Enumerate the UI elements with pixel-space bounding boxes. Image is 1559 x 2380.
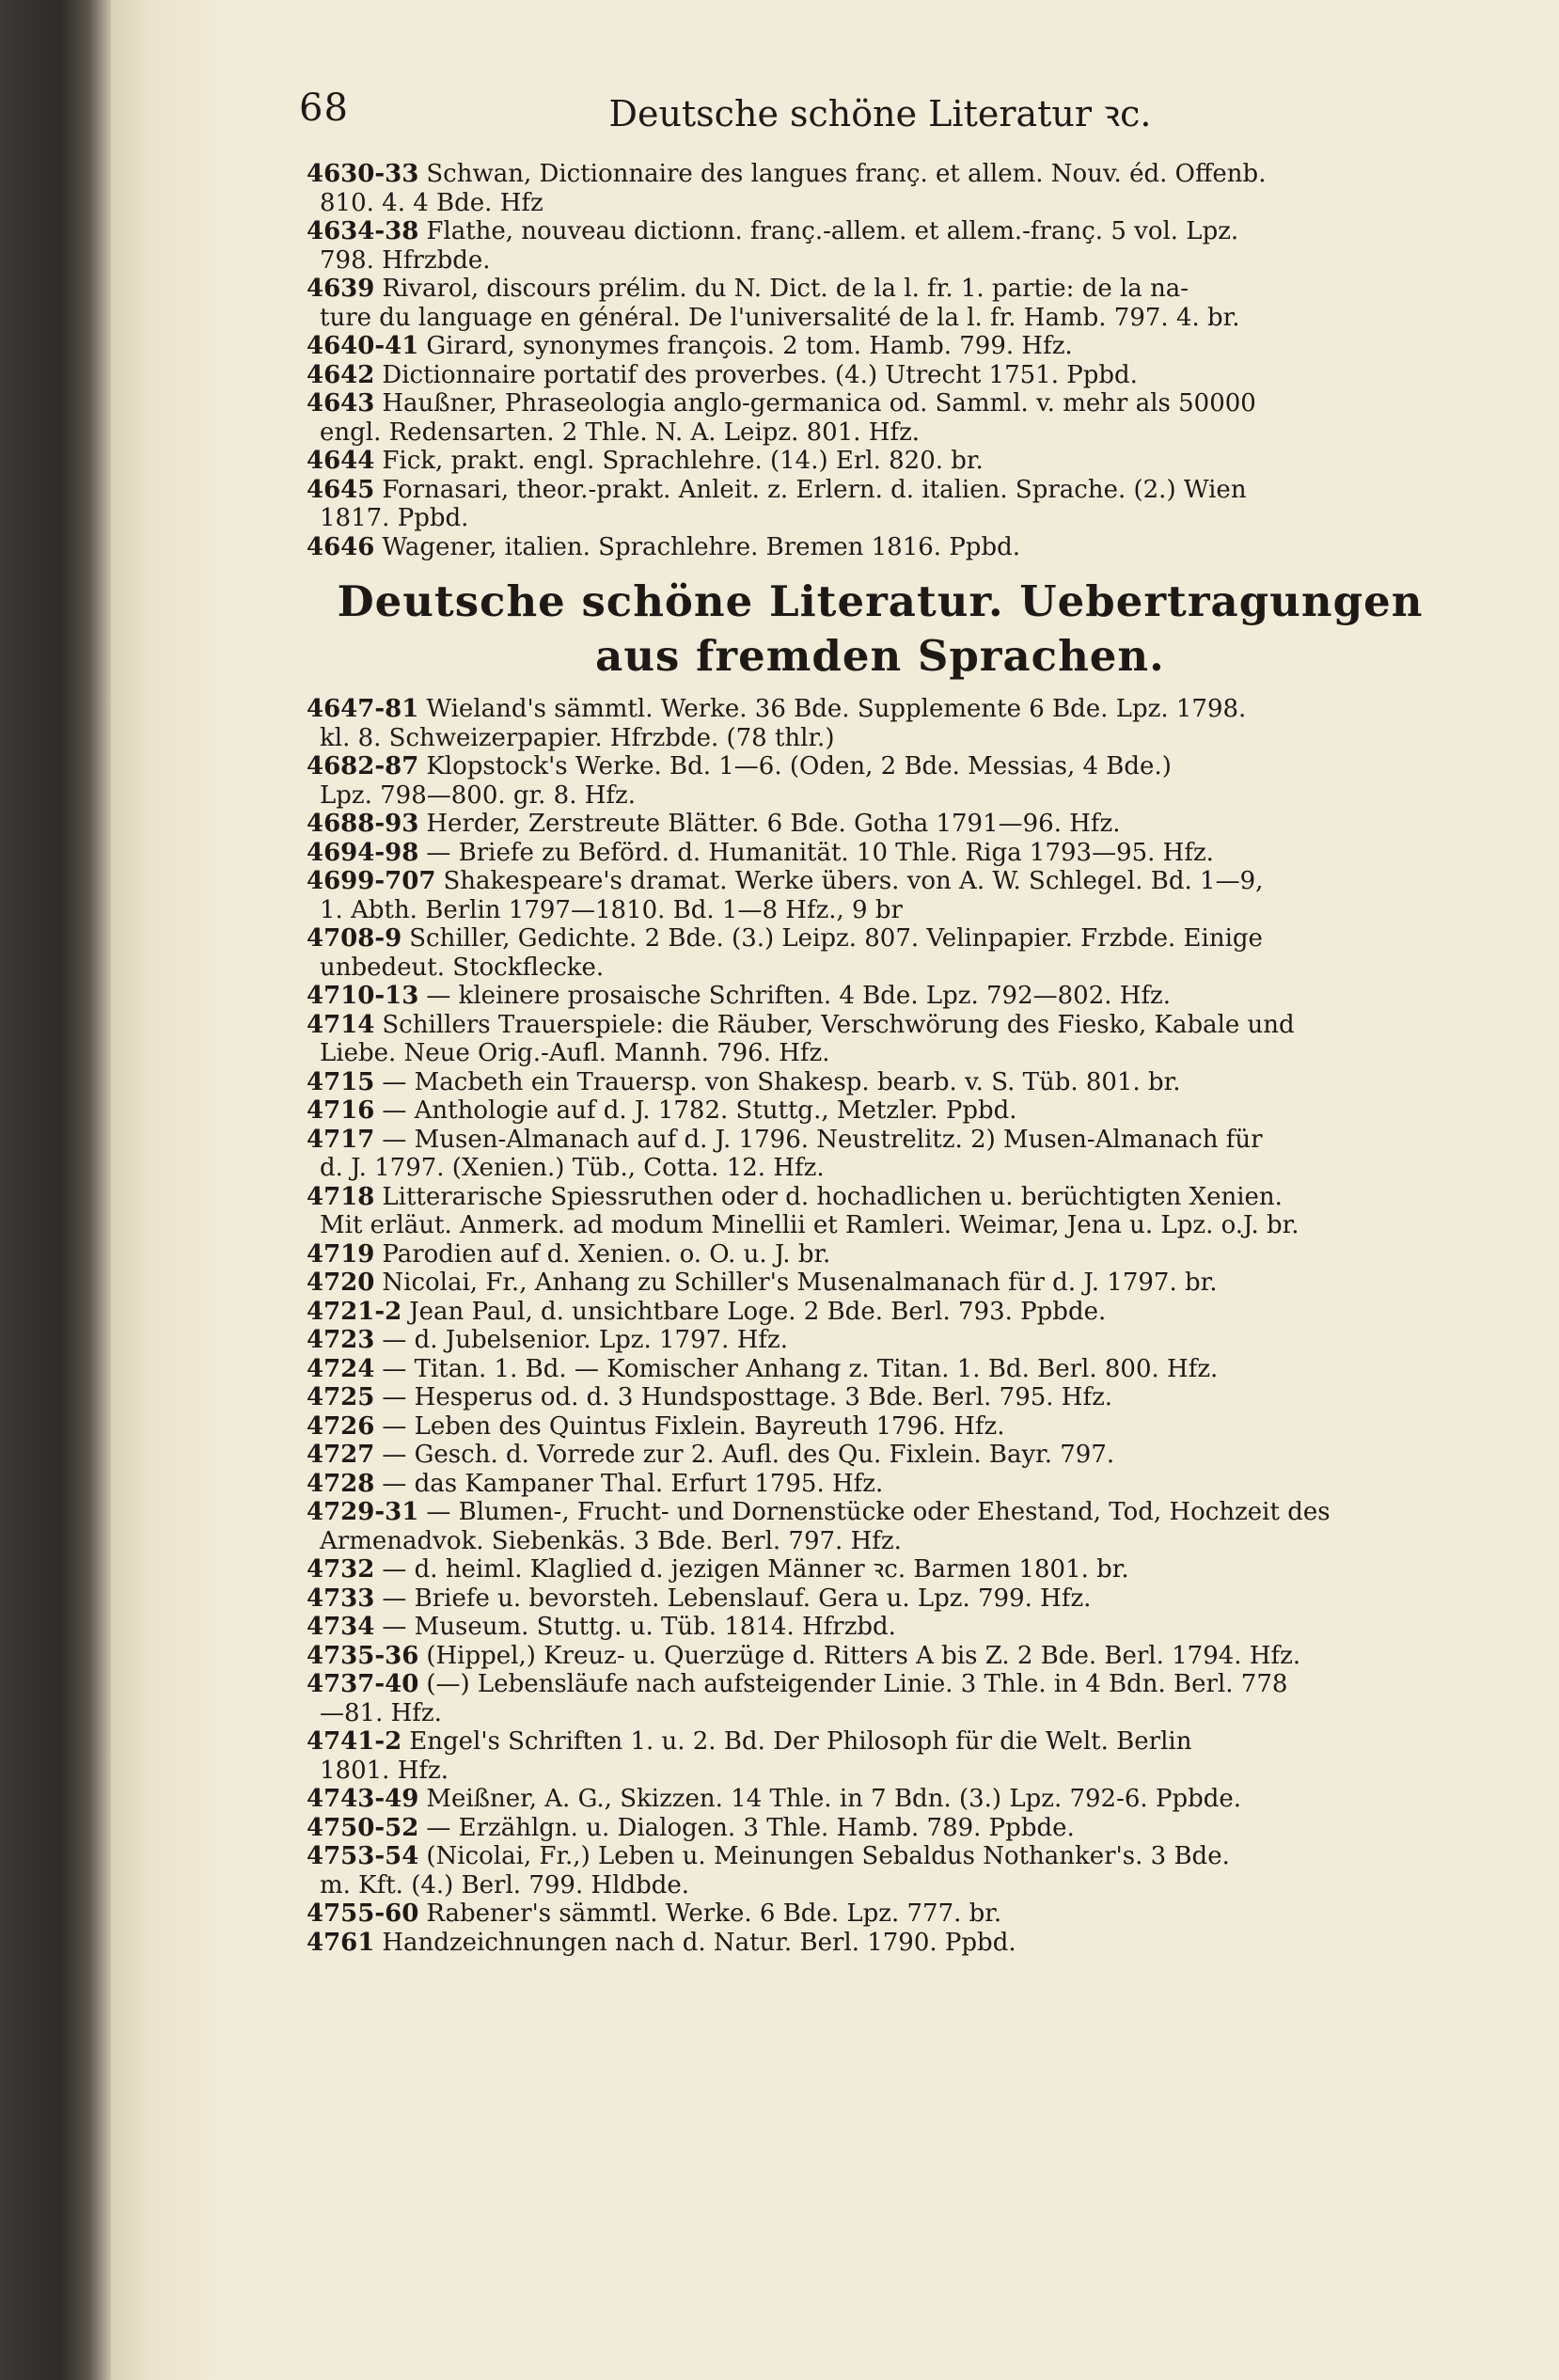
catalog-entry — [299, 1298, 1461, 1327]
entry-continuation: unbedeut. Stockflecke. — [320, 953, 605, 982]
catalog-entry — [299, 1814, 1461, 1843]
entry-continuation: Armenadvok. Siebenkäs. 3 Bde. Berl. 797. Hfz. — [320, 1526, 902, 1555]
entry-text: — Erzählgn. u. Dialogen. 3 Thle. Hamb. 789. Ppbde. — [426, 1813, 1075, 1842]
entry-number: 4639 — [307, 275, 375, 303]
entry-number: 4645 — [307, 475, 375, 504]
entry-number: 4753-54 — [307, 1842, 419, 1870]
entry-text: (—) Lebensläufe nach aufsteigender Linie. 3 Thle. in 4 Bdn. Berl. 778 — [426, 1670, 1288, 1698]
entry-text: Schillers Trauerspiele: die Räuber, Verschwörung des Fiesko, Kabale und — [382, 1010, 1295, 1039]
catalog-entry — [299, 1355, 1461, 1384]
entry-number: 4716 — [307, 1096, 375, 1125]
catalog-entry — [299, 1412, 1461, 1442]
entry-text: — Briefe u. bevorsteh. Lebenslauf. Gera u. Lpz. 799. Hfz. — [382, 1584, 1092, 1613]
entry-number: 4741-2 — [307, 1727, 402, 1756]
entry-continuation: Liebe. Neue Orig.-Aufl. Mannh. 796. Hfz. — [320, 1039, 830, 1067]
entry-text: Engel's Schriften 1. u. 2. Bd. Der Philosoph für die Welt. Berlin — [409, 1727, 1192, 1756]
entry-text: Herder, Zerstreute Blätter. 6 Bde. Gotha 1791—96. Hfz. — [426, 810, 1121, 838]
entry-continuation: Lpz. 798—800. gr. 8. Hfz. — [320, 780, 636, 810]
entry-continuation: 1. Abth. Berlin 1797—1810. Bd. 1—8 Hfz., 9 br — [320, 895, 903, 924]
entry-continuation: —81. Hfz. — [320, 1698, 442, 1727]
catalog-entry — [299, 389, 1461, 447]
entry-text: Rabener's sämmtl. Werke. 6 Bde. Lpz. 777. br. — [426, 1899, 1002, 1928]
entry-number: 4718 — [307, 1182, 375, 1211]
entry-number: 4710-13 — [307, 982, 419, 1010]
catalog-column — [299, 160, 1461, 1957]
entry-text: Flathe, nouveau dictionn. franç.-allem. et allem.-franç. 5 vol. Lpz. — [426, 217, 1239, 245]
catalog-entry — [299, 332, 1461, 361]
entry-continuation: 798. Hfrzbde. — [320, 245, 491, 275]
entry-text: Schwan, Dictionnaire des langues franç. et allem. Nouv. éd. Offenb. — [426, 160, 1267, 188]
catalog-entry — [299, 1785, 1461, 1814]
entry-number: 4643 — [307, 389, 375, 418]
entry-continuation: 810. 4. 4 Bde. Hfz — [320, 188, 543, 217]
catalog-entry — [299, 217, 1461, 275]
entry-text: Handzeichnungen nach d. Natur. Berl. 1790. Ppbd. — [382, 1928, 1016, 1957]
catalog-entry — [299, 810, 1461, 839]
entry-number: 4644 — [307, 447, 375, 475]
entry-text: — Musen-Almanach auf d. J. 1796. Neustrelitz. 2) Musen-Almanach für — [382, 1125, 1263, 1154]
entry-text: Rivarol, discours prélim. du N. Dict. de la l. fr. 1. partie: de la na- — [382, 275, 1189, 303]
entry-number: 4630-33 — [307, 160, 419, 188]
catalog-entry — [299, 275, 1461, 332]
entry-number: 4725 — [307, 1383, 375, 1411]
entry-text: Nicolai, Fr., Anhang zu Schiller's Musenalmanach für d. J. 1797. br. — [382, 1269, 1218, 1297]
entry-continuation: ture du language en général. De l'universalité de la l. fr. Hamb. 797. 4. br. — [320, 303, 1240, 332]
entry-number: 4734 — [307, 1613, 375, 1641]
entry-text: — d. Jubelsenior. Lpz. 1797. Hfz. — [382, 1326, 788, 1354]
book-spine-edge — [0, 0, 111, 2380]
catalog-entry — [299, 1929, 1461, 1958]
entry-number: 4715 — [307, 1067, 375, 1096]
entry-number: 4743-49 — [307, 1785, 419, 1813]
entry-number: 4682-87 — [307, 752, 419, 780]
entry-continuation: kl. 8. Schweizerpapier. Hfrzbde. (78 thlr.) — [320, 723, 835, 752]
entry-text: — das Kampaner Thal. Erfurt 1795. Hfz. — [382, 1469, 884, 1498]
entry-text: Parodien auf d. Xenien. o. O. u. J. br. — [382, 1239, 831, 1269]
catalog-entry — [299, 1096, 1461, 1126]
catalog-entry — [299, 1326, 1461, 1355]
page-number: 68 — [299, 87, 349, 130]
entry-number: 4642 — [307, 360, 375, 389]
entry-continuation: engl. Redensarten. 2 Thle. N. A. Leipz. 801. Hfz. — [320, 418, 921, 447]
entry-number: 4728 — [307, 1469, 375, 1498]
entry-text: — d. heiml. Klaglied d. jezigen Männer ꝛc. Barmen 1801. br. — [382, 1555, 1129, 1584]
entry-number: 4646 — [307, 532, 375, 561]
catalog-entry — [299, 924, 1461, 982]
catalog-entry — [299, 533, 1461, 562]
entry-continuation: Mit erläut. Anmerk. ad modum Minellii et Ramleri. Weimar, Jena u. Lpz. o.J. br. — [320, 1211, 1299, 1239]
entry-text: — Anthologie auf d. J. 1782. Stuttg., Metzler. Ppbd. — [382, 1096, 1017, 1125]
catalog-entry — [299, 1269, 1461, 1298]
catalog-entry — [299, 1842, 1461, 1899]
catalog-entry — [299, 1727, 1461, 1785]
entry-number: 4714 — [307, 1010, 375, 1039]
catalog-entry — [299, 1899, 1461, 1929]
entry-text: — Hesperus od. d. 3 Hundsposttage. 3 Bde. Berl. 795. Hfz. — [382, 1383, 1113, 1411]
entry-number: 4688-93 — [307, 810, 419, 838]
entry-text: — Macbeth ein Trauersp. von Shakesp. bearb. v. S. Tüb. 801. br. — [382, 1067, 1181, 1096]
catalog-entry — [299, 1642, 1461, 1671]
entry-number: 4721-2 — [307, 1297, 402, 1326]
entry-number: 4727 — [307, 1441, 375, 1469]
entry-number: 4729-31 — [307, 1498, 419, 1526]
entry-number: 4708-9 — [307, 924, 402, 953]
section-heading: Deutsche schöne Literatur. Uebertragungen aus fremden Sprachen. — [337, 576, 1424, 681]
entry-text: Shakespeare's dramat. Werke übers. von A. W. Schlegel. Bd. 1—9, — [443, 867, 1264, 895]
entry-text: Dictionnaire portatif des proverbes. (4.) Utrecht 1751. Ppbd. — [382, 360, 1138, 389]
entry-number: 4720 — [307, 1269, 375, 1297]
entry-text: Jean Paul, d. unsichtbare Loge. 2 Bde. Berl. 793. Ppbde. — [409, 1297, 1107, 1326]
catalog-entry — [299, 1068, 1461, 1097]
entry-text: — Titan. 1. Bd. — Komischer Anhang z. Titan. 1. Bd. Berl. 800. Hfz. — [382, 1354, 1219, 1383]
entry-text: — Briefe zu Beförd. d. Humanität. 10 Thle. Riga 1793—95. Hfz. — [426, 838, 1214, 867]
entry-text: Fick, prakt. engl. Sprachlehre. (14.) Erl. 820. br. — [382, 447, 984, 475]
entry-number: 4694-98 — [307, 838, 419, 867]
entry-number: 4719 — [307, 1239, 375, 1269]
entry-continuation: m. Kft. (4.) Berl. 799. Hldbde. — [320, 1870, 690, 1899]
catalog-entry — [299, 1183, 1461, 1240]
entry-text: Haußner, Phraseologia anglo-germanica od. Samml. v. mehr als 50000 — [382, 389, 1256, 418]
entry-number: 4726 — [307, 1411, 375, 1441]
entry-number: 4750-52 — [307, 1813, 419, 1842]
catalog-entry — [299, 1584, 1461, 1614]
catalog-entry — [299, 1383, 1461, 1412]
entry-number: 4634-38 — [307, 217, 419, 245]
catalog-entry — [299, 447, 1461, 476]
catalog-entry — [299, 1555, 1461, 1584]
entry-number: 4723 — [307, 1326, 375, 1354]
catalog-entry — [299, 982, 1461, 1011]
catalog-entry — [299, 361, 1461, 390]
entry-text: — kleinere prosaische Schriften. 4 Bde. Lpz. 792—802. Hfz. — [426, 982, 1172, 1010]
catalog-entry — [299, 1011, 1461, 1068]
entry-number: 4755-60 — [307, 1899, 419, 1928]
entry-text: — Blumen-, Frucht- und Dornenstücke oder Ehestand, Tod, Hochzeit des — [426, 1498, 1331, 1526]
catalog-entry — [299, 1470, 1461, 1499]
entry-number: 4699-707 — [307, 867, 436, 895]
page-header — [299, 87, 1461, 139]
catalog-entry — [299, 1498, 1461, 1555]
catalog-entry — [299, 1613, 1461, 1642]
entry-text: Girard, synonymes françois. 2 tom. Hamb. 799. Hfz. — [426, 332, 1073, 360]
entry-number: 4647-81 — [307, 695, 419, 723]
entry-continuation: 1817. Ppbd. — [320, 504, 469, 532]
entries-after-section — [299, 695, 1461, 1957]
entry-number: 4737-40 — [307, 1670, 419, 1698]
entry-text: Klopstock's Werke. Bd. 1—6. (Oden, 2 Bde. Messias, 4 Bde.) — [426, 752, 1172, 780]
entries-before-section — [299, 160, 1461, 561]
entry-number: 4640-41 — [307, 332, 419, 360]
entry-text: (Hippel,) Kreuz- u. Querzüge d. Ritters A bis Z. 2 Bde. Berl. 1794. Hfz. — [426, 1641, 1301, 1670]
catalog-entry — [299, 1240, 1461, 1269]
entry-continuation: d. J. 1797. (Xenien.) Tüb., Cotta. 12. Hfz. — [320, 1154, 825, 1182]
entry-number: 4732 — [307, 1555, 375, 1584]
entry-number: 4733 — [307, 1584, 375, 1613]
catalog-entry — [299, 1441, 1461, 1470]
running-title: Deutsche schöne Literatur ꝛc. — [608, 93, 1152, 134]
entry-text: Meißner, A. G., Skizzen. 14 Thle. in 7 Bdn. (3.) Lpz. 792-6. Ppbde. — [426, 1785, 1242, 1813]
catalog-entry — [299, 752, 1461, 810]
entry-number: 4717 — [307, 1125, 375, 1154]
entry-text: (Nicolai, Fr.,) Leben u. Meinungen Sebaldus Nothanker's. 3 Bde. — [426, 1842, 1230, 1870]
entry-text: — Leben des Quintus Fixlein. Bayreuth 1796. Hfz. — [382, 1411, 1005, 1441]
entry-continuation: 1801. Hfz. — [320, 1756, 449, 1785]
catalog-entry — [299, 839, 1461, 868]
entry-text: Wagener, italien. Sprachlehre. Bremen 1816. Ppbd. — [382, 532, 1021, 561]
entry-number: 4724 — [307, 1354, 375, 1383]
entry-text: Litterarische Spiessruthen oder d. hochadlichen u. berüchtigten Xenien. — [382, 1182, 1283, 1211]
entry-text: — Gesch. d. Vorrede zur 2. Aufl. des Qu. Fixlein. Bayr. 797. — [382, 1441, 1115, 1469]
catalog-entry — [299, 695, 1461, 752]
entry-text: — Museum. Stuttg. u. Tüb. 1814. Hfrzbd. — [382, 1613, 896, 1641]
entry-text: Schiller, Gedichte. 2 Bde. (3.) Leipz. 807. Velinpapier. Frzbde. Einige — [409, 924, 1263, 953]
entry-number: 4735-36 — [307, 1641, 419, 1670]
entry-text: Fornasari, theor.-prakt. Anleit. z. Erlern. d. italien. Sprache. (2.) Wien — [382, 475, 1247, 504]
catalog-entry — [299, 476, 1461, 533]
catalog-entry — [299, 867, 1461, 924]
catalog-entry — [299, 1126, 1461, 1183]
entry-text: Wieland's sämmtl. Werke. 36 Bde. Supplemente 6 Bde. Lpz. 1798. — [426, 695, 1247, 723]
entry-number: 4761 — [307, 1928, 375, 1957]
catalog-entry — [299, 160, 1461, 217]
catalog-entry — [299, 1670, 1461, 1727]
